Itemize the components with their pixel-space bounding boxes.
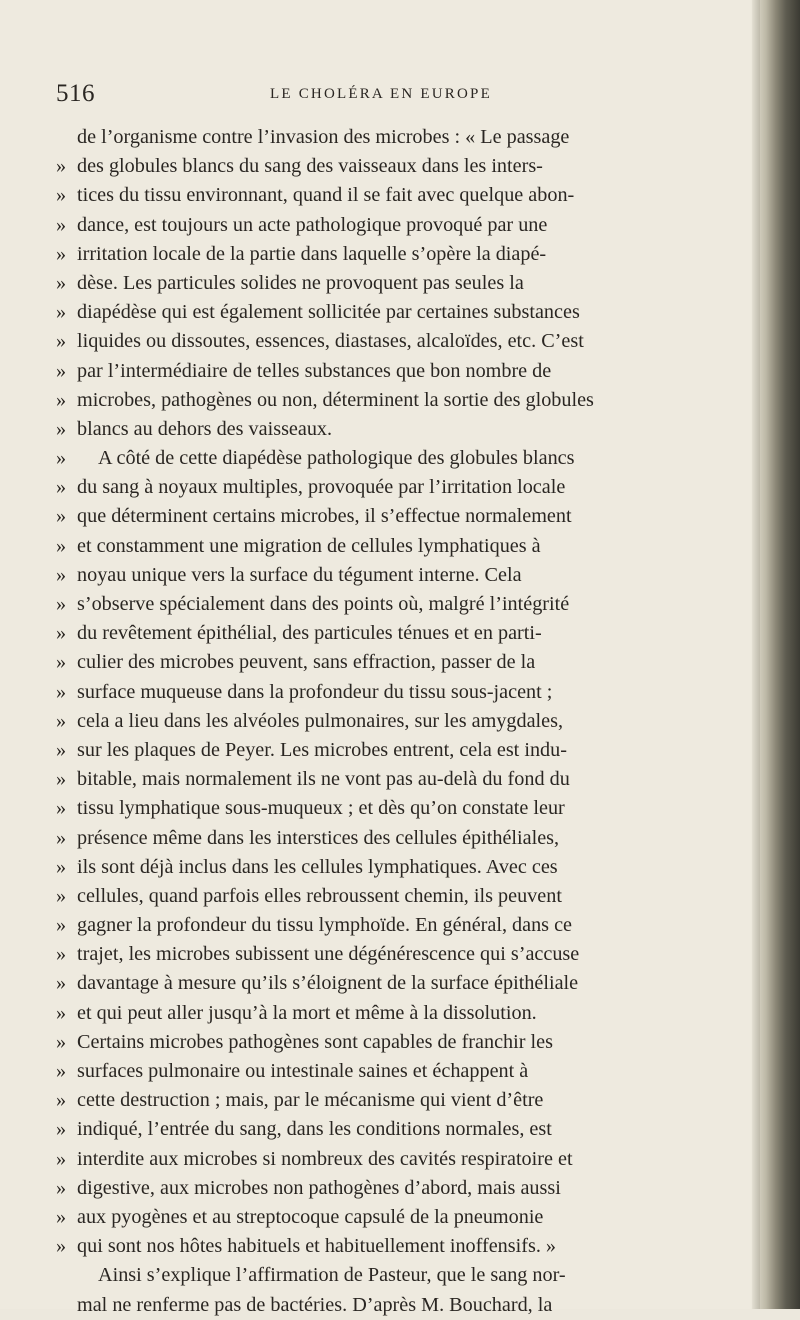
quote-mark: » (56, 155, 67, 178)
line-text: microbes, pathogènes ou non, déterminent la sortie des globules (77, 388, 594, 411)
text-line (56, 1291, 756, 1320)
text-line (56, 1028, 756, 1057)
text-line (56, 240, 756, 269)
line-text: surface muqueuse dans la profondeur du tissu sous-jacent ; (77, 680, 553, 703)
text-line (56, 619, 756, 648)
text-line (56, 590, 756, 619)
line-text: cela a lieu dans les alvéoles pulmonaires, sur les amygdales, (77, 709, 564, 732)
line-text: liquides ou dissoutes, essences, diastases, alcaloïdes, etc. C’est (77, 330, 584, 353)
text-line (56, 1115, 756, 1144)
quote-mark: » (56, 1235, 67, 1258)
line-text: davantage à mesure qu’ils s’éloignent de la surface épithéliale (77, 972, 579, 995)
text-line (56, 444, 756, 473)
line-text: ils sont déjà inclus dans les cellules lymphatiques. Avec ces (77, 855, 558, 878)
text-line (56, 707, 756, 736)
text-line (56, 357, 756, 386)
text-line (56, 794, 756, 823)
quote-mark: » (56, 709, 67, 732)
text-line (56, 327, 756, 356)
line-text: cette destruction ; mais, par le mécanisme qui vient d’être (77, 1089, 544, 1112)
text-line (56, 415, 756, 444)
quote-mark: » (56, 943, 67, 966)
text-line (56, 211, 756, 240)
line-text: que déterminent certains microbes, il s’effectue normalement (77, 505, 572, 528)
text-line (56, 1174, 756, 1203)
line-text: cellules, quand parfois elles rebroussent chemin, ils peuvent (77, 884, 562, 907)
text-line (56, 298, 756, 327)
text-line (56, 824, 756, 853)
line-text: et qui peut aller jusqu’à la mort et même à la dissolution. (77, 1001, 537, 1024)
text-line (56, 882, 756, 911)
text-line (56, 473, 756, 502)
line-text: du revêtement épithélial, des particules ténues et en parti- (77, 622, 542, 645)
quote-mark: » (56, 884, 67, 907)
line-text: indiqué, l’entrée du sang, dans les conditions normales, est (77, 1118, 552, 1141)
quote-mark: » (56, 797, 67, 820)
text-line (56, 648, 756, 677)
text-line (56, 911, 756, 940)
line-text: par l’intermédiaire de telles substances que bon nombre de (77, 359, 552, 382)
line-text: Ainsi s’explique l’affirmation de Pasteur, que le sang nor- (98, 1264, 566, 1287)
quote-mark: » (56, 972, 67, 995)
line-text: interdite aux microbes si nombreux des cavités respiratoire et (77, 1147, 573, 1170)
quote-mark: » (56, 1205, 67, 1228)
line-text: irritation locale de la partie dans laquelle s’opère la diapé- (77, 242, 547, 265)
line-text: dèse. Les particules solides ne provoquent pas seules la (77, 271, 524, 294)
quote-mark: » (56, 563, 67, 586)
text-line (56, 1232, 756, 1261)
text-line (56, 1057, 756, 1086)
text-line (56, 561, 756, 590)
quote-mark: » (56, 1001, 67, 1024)
text-line (56, 532, 756, 561)
quote-mark: » (56, 505, 67, 528)
quote-mark: » (56, 855, 67, 878)
quote-mark: » (56, 1089, 67, 1112)
quote-mark: » (56, 476, 67, 499)
page-number: 516 (56, 80, 95, 107)
quote-mark: » (56, 184, 67, 207)
text-line (56, 678, 756, 707)
line-text: trajet, les microbes subissent une dégénérescence qui s’accuse (77, 943, 580, 966)
line-text: digestive, aux microbes non pathogènes d’abord, mais aussi (77, 1176, 561, 1199)
body-text (56, 123, 756, 1320)
page-header (56, 80, 746, 110)
quote-mark: » (56, 1060, 67, 1082)
line-text: s’observe spécialement dans des points où, malgré l’intégrité (77, 593, 570, 615)
quote-mark: » (56, 1030, 67, 1053)
quote-mark: » (56, 330, 67, 353)
quote-mark: » (56, 388, 67, 411)
line-text: qui sont nos hôtes habituels et habituellement inoffensifs. » (77, 1235, 557, 1258)
quote-mark: » (56, 622, 67, 645)
text-line (56, 386, 756, 415)
line-text: diapédèse qui est également sollicitée par certaines substances (77, 301, 580, 324)
text-line (56, 181, 756, 210)
quote-mark: » (56, 593, 67, 615)
text-line (56, 1261, 756, 1290)
text-line (56, 1203, 756, 1232)
text-line (56, 969, 756, 998)
quote-mark: » (56, 914, 67, 937)
line-text: tices du tissu environnant, quand il se fait avec quelque abon- (77, 184, 575, 207)
quote-mark: » (56, 768, 67, 791)
quote-mark: » (56, 738, 67, 761)
quote-mark: » (56, 359, 67, 382)
line-text: dance, est toujours un acte pathologique provoqué par une (77, 213, 548, 236)
text-line (56, 152, 756, 181)
text-line (56, 940, 756, 969)
line-text: gagner la profondeur du tissu lymphoïde. En général, dans ce (77, 914, 573, 937)
line-text: des globules blancs du sang des vaisseaux dans les inters- (77, 155, 543, 178)
quote-mark: » (56, 680, 67, 703)
quote-mark: » (56, 651, 67, 674)
text-line (56, 1086, 756, 1115)
quote-mark: » (56, 534, 67, 557)
line-text: bitable, mais normalement ils ne vont pas au-delà du fond du (77, 768, 570, 791)
line-text: tissu lymphatique sous-muqueux ; et dès qu’on constate leur (77, 797, 565, 820)
line-text: aux pyogènes et au streptocoque capsulé de la pneumonie (77, 1205, 544, 1228)
quote-mark: » (56, 271, 67, 294)
text-line (56, 853, 756, 882)
quote-mark: » (56, 447, 67, 470)
text-line (56, 269, 756, 298)
line-text: présence même dans les interstices des cellules épithéliales, (77, 826, 560, 849)
text-line (56, 502, 756, 531)
line-text: mal ne renferme pas de bactéries. D’après M. Bouchard, la (77, 1293, 553, 1316)
running-title: LE CHOLÉRA EN EUROPE (270, 86, 492, 102)
line-text: sur les plaques de Peyer. Les microbes entrent, cela est indu- (77, 738, 567, 761)
quote-mark: » (56, 1147, 67, 1170)
line-text: Certains microbes pathogènes sont capables de franchir les (77, 1030, 553, 1053)
quote-mark: » (56, 826, 67, 849)
quote-mark: » (56, 213, 67, 236)
line-text: A côté de cette diapédèse pathologique des globules blancs (98, 447, 575, 470)
line-text: culier des microbes peuvent, sans effraction, passer de la (77, 651, 536, 674)
quote-mark: » (56, 1176, 67, 1199)
line-text: et constamment une migration de cellules lymphatiques à (77, 534, 541, 557)
text-line (56, 999, 756, 1028)
quote-mark: » (56, 301, 67, 324)
quote-mark: » (56, 417, 67, 440)
line-text: de l’organisme contre l’invasion des microbes : « Le passage (77, 126, 570, 148)
line-text: noyau unique vers la surface du tégument interne. Cela (77, 563, 522, 586)
text-line (56, 736, 756, 765)
quote-mark: » (56, 1118, 67, 1141)
line-text: du sang à noyaux multiples, provoquée par l’irritation locale (77, 476, 566, 499)
text-line (56, 1145, 756, 1174)
line-text: blancs au dehors des vaisseaux. (77, 417, 333, 440)
line-text: surfaces pulmonaire ou intestinale saines et échappent à (77, 1060, 529, 1082)
text-line (56, 765, 756, 794)
quote-mark: » (56, 242, 67, 265)
text-line (56, 123, 756, 152)
